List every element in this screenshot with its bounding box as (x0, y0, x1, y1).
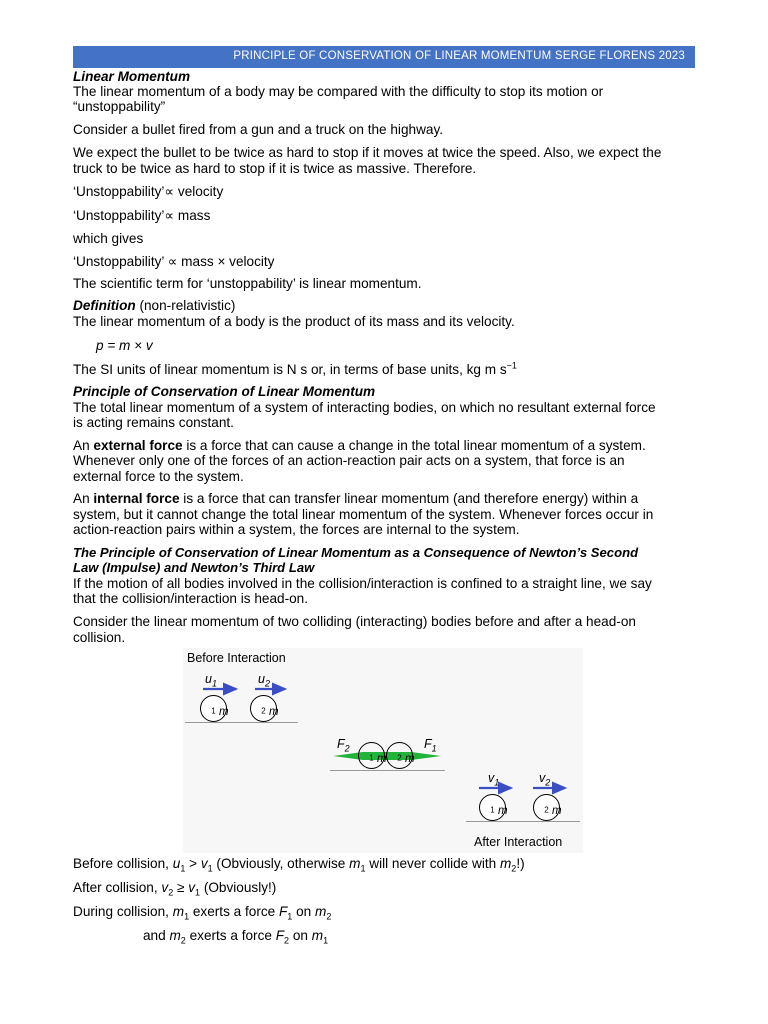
external-force-term: external force (93, 438, 183, 453)
mass-1-ball-during: m $_1$ (358, 742, 385, 769)
f2-label: $F_2$ (337, 737, 350, 754)
mass-2-ball-during: m $_2$ (386, 742, 413, 769)
internal-line-3: action-reaction pairs within a system, the forces are internal to the system. (73, 522, 520, 537)
newton-title-2: Law (Impulse) and Newton’s Third Law (73, 560, 315, 575)
v2-label: $v_2$ (539, 771, 551, 788)
external-pre: An (73, 438, 94, 453)
section-title-linear-momentum: Linear Momentum (73, 69, 191, 84)
header-text: PRINCIPLE OF CONSERVATION OF LINEAR MOMENTUM SERGE FLORENS 2023 (233, 50, 685, 62)
f1-label: $F_1$ (424, 737, 437, 754)
page-header (73, 46, 695, 68)
proportional-mass: ‘Unstoppability’∝ mass (73, 208, 211, 223)
during-collision-statement: During collision, $m_1$ exerts a force $F_1$ on $m_2$ (73, 904, 332, 922)
si-units-exponent: −1 (506, 360, 517, 371)
internal-line-1 (73, 491, 638, 507)
internal-post: is a force that can transfer linear momentum (and therefore energy) within a (179, 491, 639, 506)
after-collision-condition: After collision, $v_2 \ge v_1$ (Obviously!) (73, 880, 277, 898)
mass-2-ball-before: m $_2$ (250, 695, 277, 722)
proportional-both: ‘Unstoppability’ ∝ mass × velocity (73, 254, 275, 269)
external-line-3: external force to the system. (73, 469, 244, 484)
internal-force-term: internal force (93, 491, 180, 506)
definition-text: The linear momentum of a body is the product of its mass and its velocity. (73, 314, 515, 329)
after-interaction-label: After Interaction (474, 835, 563, 849)
si-units (73, 362, 517, 378)
bullet-truck-text: Consider a bullet fired from a gun and a truck on the highway. (73, 122, 444, 137)
principle-line-2: is acting remains constant. (73, 415, 234, 430)
which-gives: which gives (73, 231, 144, 246)
si-units-text: The SI units of linear momentum is N s or, in terms of base units, kg m s (73, 362, 507, 377)
definition-qualifier: (non-relativistic) (135, 298, 236, 313)
and-statement: and $m_2$ exerts a force $F_2$ on $m_1$ (143, 928, 329, 946)
newton-title-1: The Principle of Conservation of Linear Momentum as a Consequence of Newton’s Second (73, 545, 639, 560)
momentum-formula: p = m × v (96, 338, 153, 353)
scientific-term: The scientific term for ‘unstoppability’ is linear momentum. (73, 276, 422, 291)
mass-1-ball-after: m $_1$ (479, 794, 506, 821)
external-line-1 (73, 438, 646, 454)
intro-line-1: The linear momentum of a body may be compared with the difficulty to stop its motion or (73, 84, 604, 99)
expect-line-1: We expect the bullet to be twice as hard to stop if it moves at twice the speed. Also, we expect the (73, 145, 662, 160)
collision-diagram (183, 648, 583, 853)
before-interaction-label: Before Interaction (187, 651, 286, 665)
mass-1-ball-before: m $_1$ (200, 695, 227, 722)
u2-label: $u_2$ (258, 672, 270, 689)
newton-text-1: If the motion of all bodies involved in the collision/interaction is confined to a straight line, we say (73, 576, 652, 591)
v1-label: $v_1$ (488, 771, 500, 788)
definition-heading (73, 298, 235, 314)
intro-line-2: “unstoppability” (73, 99, 166, 114)
mass-2-ball-after: m $_2$ (533, 794, 560, 821)
principle-title: Principle of Conservation of Linear Momentum (73, 384, 376, 399)
principle-line-1: The total linear momentum of a system of interacting bodies, on which no resultant external force (73, 400, 656, 415)
external-post: is a force that can cause a change in the total linear momentum of a system. (182, 438, 646, 453)
newton-text-2: that the collision/interaction is head-on. (73, 591, 309, 606)
consider-line-1: Consider the linear momentum of two colliding (interacting) bodies before and after a head-on (73, 614, 636, 629)
ground-line-before (185, 722, 298, 723)
u1-label: $u_1$ (205, 672, 217, 689)
expect-line-2: truck to be twice as hard to stop if it is twice as massive. Therefore. (73, 161, 477, 176)
before-collision-condition: Before collision, $u_1 > v_1$ (Obviously, otherwise $m_1$ will never collide with $m_2$!) (73, 856, 525, 874)
internal-line-2: system, but it cannot change the total linear momentum of the system. Whenever forces occur in (73, 507, 654, 522)
external-line-2: Whenever only one of the forces of an action-reaction pair acts on a system, that force is an (73, 453, 625, 468)
proportional-velocity: ‘Unstoppability’∝ velocity (73, 184, 224, 199)
definition-title: Definition (73, 298, 136, 313)
ground-line-after (466, 821, 580, 822)
consider-line-2: collision. (73, 630, 126, 645)
internal-pre: An (73, 491, 94, 506)
ground-line-during (330, 770, 445, 771)
